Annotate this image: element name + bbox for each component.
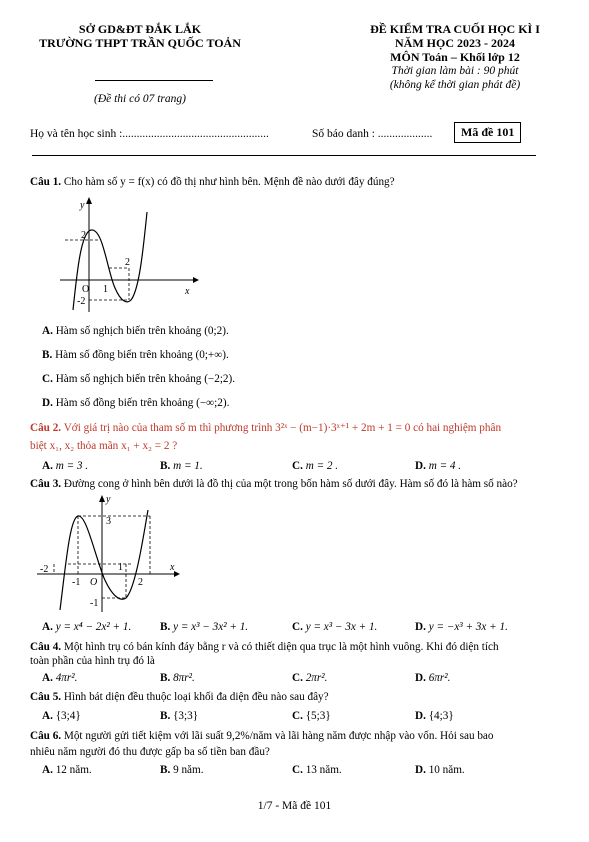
q1-option-d-text: Hàm số đồng biến trên khoảng (−∞;2).	[55, 397, 230, 409]
question-2-text-line1: Với giá trị nào của tham số m thì phương trình 3²ˣ − (m−1)·3ˣ⁺¹ + 2m + 1 = 0 có hai nghiệm phân	[63, 422, 502, 434]
q1-option-c[interactable]	[42, 373, 235, 385]
q3-option-d-text: y = −x³ + 3x + 1.	[428, 621, 508, 633]
exam-title: ĐỀ KIỂM TRA CUỐI HỌC KÌ I	[370, 22, 540, 36]
q2-option-d-text: m = 4 .	[428, 460, 462, 472]
q3-option-a[interactable]	[42, 621, 131, 633]
question-3-graph	[32, 492, 182, 614]
q4-option-d-label: D.	[415, 672, 426, 684]
exam-code-box: Mã đề 101	[454, 122, 521, 143]
question-6-text-line2: nhiêu năm người đó thu được gấp ba số tiền ban đầu?	[30, 746, 270, 758]
graph1-x-label: x	[185, 286, 190, 297]
q4-option-b-text: 8πr².	[173, 672, 195, 684]
q5-option-a[interactable]	[42, 710, 81, 722]
q2-option-b-text: m = 1.	[173, 460, 203, 472]
question-2-text-line2: biệt x₁, x₂ thỏa mãn x₁ + x₂ = 2 ?	[30, 440, 178, 452]
exam-duration: Thời gian làm bài : 90 phút	[391, 65, 519, 77]
q2-option-a[interactable]	[42, 460, 88, 472]
q1-option-d-label: D.	[42, 397, 53, 409]
school-name: TRƯỜNG THPT TRẦN QUỐC TOẢN	[39, 36, 241, 50]
graph3-x-label: x	[170, 562, 175, 573]
question-5-text: Hình bát diện đều thuộc loại khối đa diện đều nào sau đây?	[63, 691, 329, 703]
q4-option-c[interactable]	[292, 672, 327, 684]
question-5	[30, 691, 329, 703]
q6-option-b[interactable]	[160, 764, 204, 776]
q2-option-b[interactable]	[160, 460, 203, 472]
q1-option-c-label: C.	[42, 373, 53, 385]
student-id-field: Số báo danh : ...................	[312, 128, 433, 140]
q1-option-a[interactable]	[42, 325, 229, 337]
question-1	[30, 176, 395, 188]
q3-option-a-label: A.	[42, 621, 53, 633]
q2-option-a-label: A.	[42, 460, 53, 472]
question-3	[30, 478, 518, 490]
q4-option-a-text: 4πr².	[55, 672, 78, 684]
q2-option-c[interactable]	[292, 460, 338, 472]
q1-option-c-text: Hàm số nghịch biến trên khoảng (−2;2).	[55, 373, 236, 385]
q5-option-d[interactable]	[415, 710, 454, 722]
q4-option-c-label: C.	[292, 672, 303, 684]
q6-option-d-text: 10 năm.	[428, 764, 465, 776]
graph3-tick-2: 2	[138, 577, 143, 588]
q2-option-d-label: D.	[415, 460, 426, 472]
graph3-tick-minus1: -1	[72, 577, 81, 588]
q3-option-b[interactable]	[160, 621, 248, 633]
page-footer: 1/7 - Mã đề 101	[257, 800, 332, 812]
question-1-graph	[55, 192, 200, 317]
q1-option-b-text: Hàm số đồng biến trên khoảng (0;+∞).	[55, 349, 229, 361]
graph3-origin: O	[90, 577, 98, 588]
q1-option-b[interactable]	[42, 349, 229, 361]
q6-option-a[interactable]	[42, 764, 92, 776]
q2-option-b-label: B.	[160, 460, 171, 472]
q3-option-b-label: B.	[160, 621, 171, 633]
question-4-label: Câu 4.	[30, 641, 62, 653]
q1-option-d[interactable]	[42, 397, 229, 409]
question-4-text-line2: toàn phần của hình trụ đó là	[30, 655, 155, 667]
page-count-note: (Đề thi có 07 trang)	[94, 93, 186, 105]
q4-option-a[interactable]	[42, 672, 77, 684]
q5-option-c-text: {5;3}	[305, 710, 331, 722]
q3-option-c[interactable]	[292, 621, 377, 633]
question-4-text-line1: Một hình trụ có bán kính đáy bằng r và có thiết diện qua trục là một hình vuông. Khi đó diện tích	[63, 641, 499, 653]
q4-option-a-label: A.	[42, 672, 53, 684]
graph1-tick-1: 1	[103, 284, 108, 295]
question-5-label: Câu 5.	[30, 691, 62, 703]
q6-option-b-text: 9 năm.	[173, 764, 204, 776]
q4-option-c-text: 2πr².	[305, 672, 328, 684]
question-3-label: Câu 3.	[30, 478, 62, 490]
q3-option-a-text: y = x⁴ − 2x² + 1.	[55, 621, 132, 633]
graph1-tick-2y: 2	[81, 230, 86, 241]
q6-option-a-text: 12 năm.	[55, 764, 92, 776]
q4-option-b[interactable]	[160, 672, 195, 684]
q2-option-d[interactable]	[415, 460, 461, 472]
question-6-text-line1: Một người gửi tiết kiệm với lãi suất 9,2%/năm và lãi hàng năm được nhập vào vốn. Hỏi sau bao	[63, 730, 494, 742]
q1-option-b-label: B.	[42, 349, 53, 361]
q3-option-c-text: y = x³ − 3x + 1.	[305, 621, 378, 633]
student-name-field: Họ và tên học sinh :...................................................	[30, 128, 269, 140]
question-4	[30, 641, 499, 653]
q3-option-b-text: y = x³ − 3x² + 1.	[173, 621, 249, 633]
q1-option-a-text: Hàm số nghịch biến trên khoảng (0;2).	[55, 325, 229, 337]
q5-option-b-label: B.	[160, 710, 171, 722]
question-2	[30, 421, 501, 434]
q5-option-b-text: {3;3}	[173, 710, 199, 722]
q1-option-a-label: A.	[42, 325, 53, 337]
graph1-y-label: y	[80, 200, 85, 211]
question-6-label: Câu 6.	[30, 730, 62, 742]
graph1-tick-minus2: -2	[77, 296, 86, 307]
q2-option-c-text: m = 2 .	[305, 460, 339, 472]
q5-option-a-label: A.	[42, 710, 53, 722]
q3-option-d[interactable]	[415, 621, 508, 633]
q3-option-c-label: C.	[292, 621, 303, 633]
q6-option-c-text: 13 năm.	[305, 764, 342, 776]
q5-option-d-label: D.	[415, 710, 426, 722]
header-rule	[32, 155, 536, 156]
q4-option-d[interactable]	[415, 672, 450, 684]
graph1-tick-2x: 2	[125, 257, 130, 268]
q6-option-c[interactable]	[292, 764, 342, 776]
graph3-tick-minus2: -2	[40, 564, 49, 575]
duration-note: (không kể thời gian phát đề)	[389, 79, 521, 91]
graph3-y-label: y	[106, 494, 111, 505]
q6-option-b-label: B.	[160, 764, 171, 776]
q6-option-c-label: C.	[292, 764, 303, 776]
q2-option-a-text: m = 3 .	[55, 460, 89, 472]
header-divider	[95, 80, 213, 81]
question-2-label: Câu 2.	[30, 422, 62, 434]
q6-option-a-label: A.	[42, 764, 53, 776]
q5-option-c-label: C.	[292, 710, 303, 722]
school-year: NĂM HỌC 2023 - 2024	[395, 36, 515, 50]
q4-option-d-text: 6πr².	[428, 672, 451, 684]
question-1-text: Cho hàm số y = f(x) có đồ thị như hình bên. Mệnh đề nào dưới đây đúng?	[63, 176, 395, 188]
q5-option-b[interactable]	[160, 710, 198, 722]
question-3-text: Đường cong ở hình bên dưới là đồ thị của một trong bốn hàm số dưới đây. Hàm số đó là hàm số nào?	[63, 478, 518, 490]
question-6	[30, 730, 494, 742]
q5-option-a-text: {3;4}	[55, 710, 81, 722]
department-name: SỞ GD&ĐT ĐẮK LẮK	[78, 22, 202, 36]
graph1-origin: O	[82, 284, 90, 295]
q6-option-d[interactable]	[415, 764, 465, 776]
graph3-tick-1: 1	[118, 562, 123, 573]
q4-option-b-label: B.	[160, 672, 171, 684]
q5-option-c[interactable]	[292, 710, 331, 722]
graph3-tick-3: 3	[106, 516, 111, 527]
q2-option-c-label: C.	[292, 460, 303, 472]
graph3-tick-minus1-y: -1	[90, 598, 99, 609]
question-1-label: Câu 1.	[30, 176, 62, 188]
q6-option-d-label: D.	[415, 764, 426, 776]
subject: MÔN Toán – Khối lớp 12	[390, 50, 520, 64]
q5-option-d-text: {4;3}	[428, 710, 454, 722]
q3-option-d-label: D.	[415, 621, 426, 633]
